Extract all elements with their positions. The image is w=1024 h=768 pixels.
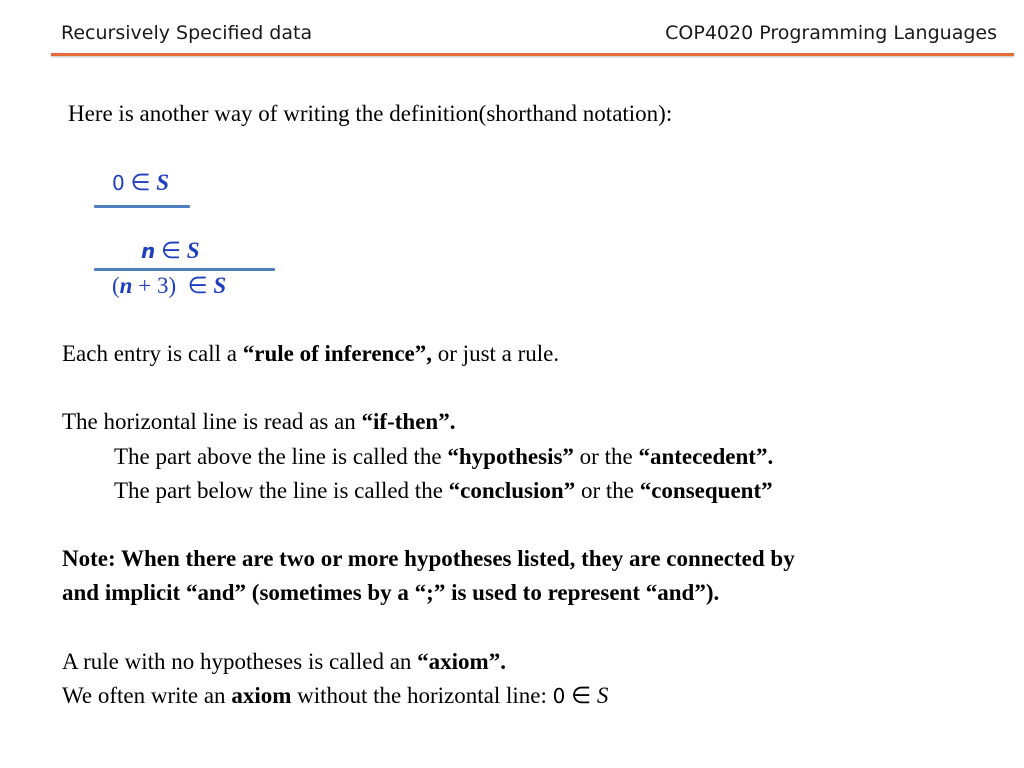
p2-term: “if-then”.: [361, 409, 456, 434]
p4-term2: “consequent”: [639, 478, 773, 503]
p3-term2: “antecedent”.: [638, 444, 774, 469]
rule2-c-elem: ∈: [187, 273, 208, 298]
rule1-conclusion: [112, 170, 169, 196]
p1-text: Each entry is call a: [62, 341, 243, 366]
p5-text: A rule with no hypotheses is called an: [62, 649, 418, 674]
rule2-hypothesis: [141, 238, 200, 264]
p5-term: “axiom”.: [417, 649, 506, 674]
paragraph-conclusion: [114, 478, 773, 504]
p6-text: We often write an: [62, 683, 232, 708]
rule2-c-open: (: [112, 273, 120, 298]
p6-elem: ∈: [571, 683, 592, 708]
rule2-c-plus3: + 3): [132, 273, 177, 298]
p4-term1: “conclusion”: [448, 478, 576, 503]
paragraph-hypothesis: [114, 444, 773, 470]
p6-zero: 0: [552, 684, 566, 708]
paragraph-if-then: [62, 409, 455, 435]
intro-text: Here is another way of writing the definition(shorthand notation):: [68, 101, 673, 126]
paragraph-rule-of-inference: [62, 341, 559, 367]
header-course: COP4020 Programming Languages: [665, 22, 997, 44]
rule1-set: S: [156, 170, 170, 195]
note-line2: and implicit “and” (sometimes by a “;” is used to represent “and”).: [62, 580, 720, 605]
header-divider: [51, 53, 1014, 56]
p3-term1: “hypothesis”: [447, 444, 574, 469]
rule2-conclusion: [112, 273, 226, 299]
p2-text: The horizontal line is read as an: [62, 409, 362, 434]
rule2-c-n: n: [119, 273, 133, 298]
p4-text: The part below the line is called the: [114, 478, 449, 503]
rule1-elem: ∈: [130, 170, 151, 195]
rule2-c-set: S: [213, 273, 227, 298]
p6-term: axiom: [231, 683, 292, 708]
paragraph-axiom-notation: [62, 683, 608, 709]
p1-tail: or just a rule.: [432, 341, 560, 366]
p1-term: “rule of inference”,: [242, 341, 433, 366]
rule1-zero: 0: [112, 171, 125, 195]
note-line1: Note: When there are two or more hypotheses listed, they are connected by: [62, 546, 795, 571]
rule2-hyp-elem: ∈: [161, 238, 182, 263]
rule1-inference-line: [94, 205, 190, 208]
p3-text: The part above the line is called the: [114, 444, 448, 469]
rule2-hyp-set: S: [186, 238, 200, 263]
p4-or: or the: [575, 478, 640, 503]
p3-or: or the: [573, 444, 639, 469]
header-title: Recursively Specified data: [61, 22, 313, 44]
paragraph-axiom: [62, 649, 506, 675]
rule2-inference-line: [94, 268, 275, 271]
rule2-hyp-n: n: [141, 239, 156, 263]
p6-tail: without the horizontal line:: [291, 683, 553, 708]
p6-set: S: [596, 683, 609, 708]
